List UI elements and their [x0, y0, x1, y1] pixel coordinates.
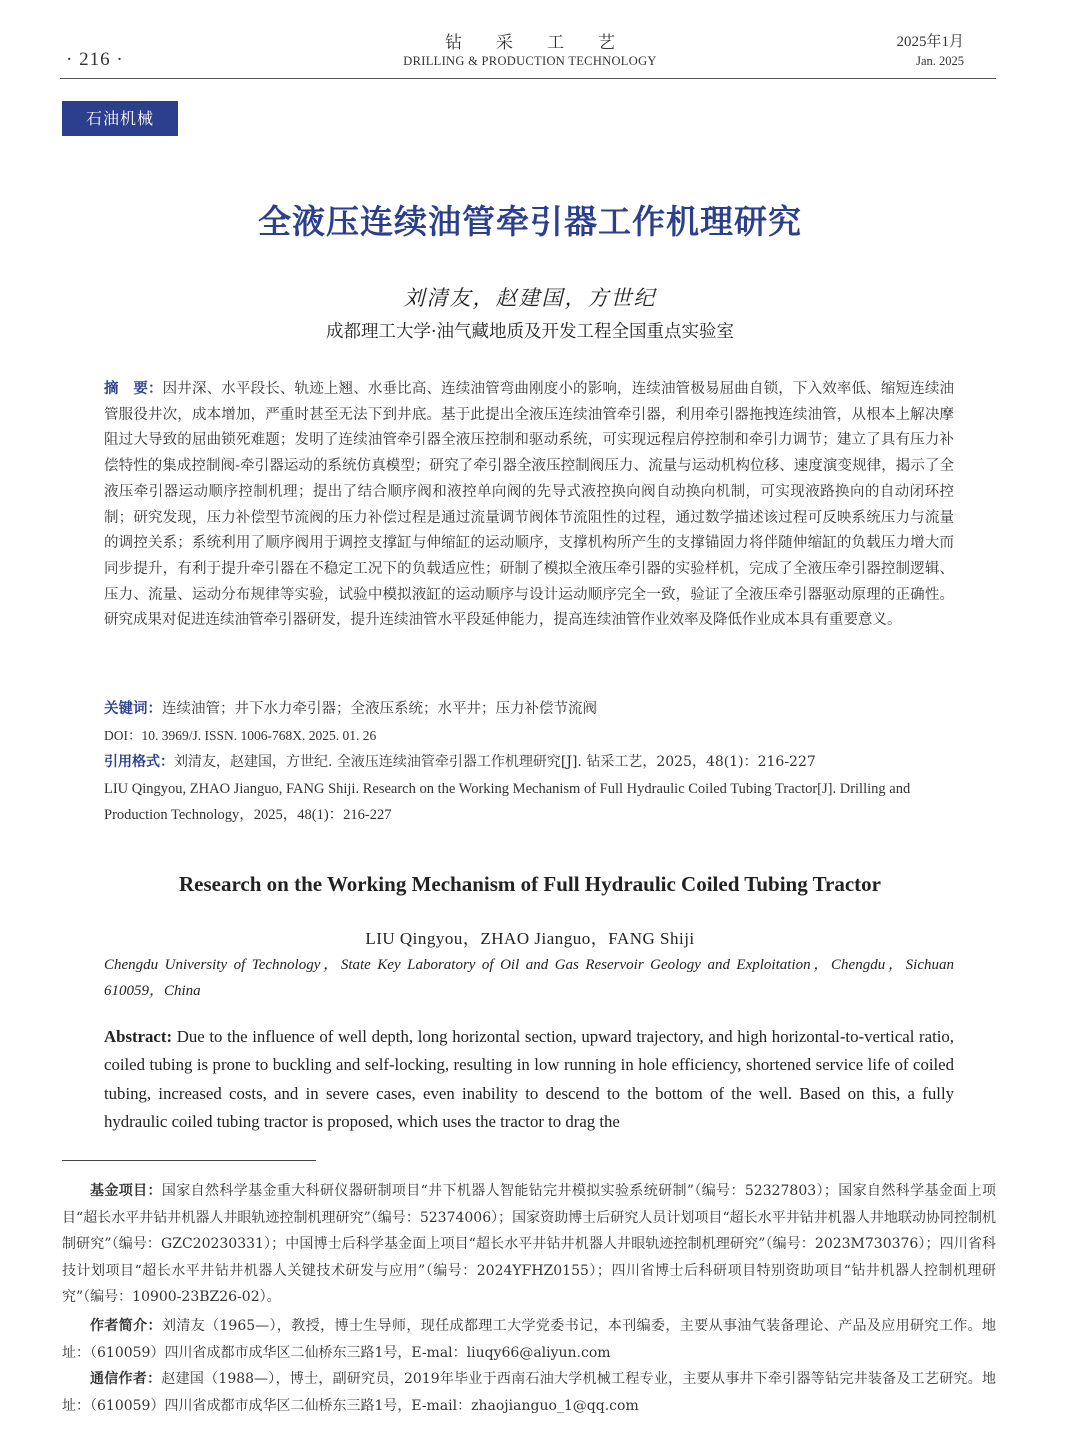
abstract-zh: [104, 377, 954, 634]
issue-date-en: Jan. 2025: [916, 54, 964, 68]
abstract-zh-label: 摘 要：: [104, 381, 163, 397]
keywords: [104, 697, 954, 722]
fund-label: 基金项目：: [90, 1183, 162, 1199]
corresponding-author-footnote: [62, 1366, 996, 1419]
fund-footnote: [62, 1178, 996, 1311]
keywords-text: 连续油管；井下水力牵引器；全液压系统；水平井；压力补偿节流阀: [162, 701, 597, 717]
citation: [104, 749, 954, 829]
abstract-zh-text: 因井深、水平段长、轨迹上翘、水垂比高、连续油管弯曲刚度小的影响，连续油管极易屈曲自锁，下入效率低、缩短连续油管服役井次，成本增加，严重时甚至无法下到井底。基于此提出全液压连续油管牵引器，利用牵引器拖拽连续油管，从根本上解决摩阻过大导致的屈曲锁死难题；发明了连续油管牵引器全液压控制和驱动系统，可实现远程启停控制和牵引力调节；建立了具有压力补偿特性的集成控制阀-牵引器运动的系统仿真模型；研究了牵引器全液压控制阀压力、流量与运动机构位移、速度演变规律，揭示了全液压牵引器运动顺序控制机理；提出了结合顺序阀和液控单向阀的先导式液控换向阀自动换向机制，可实现液路换向的自动闭环控制；研究发现，压力补偿型节流阀的压力补偿过程是通过流量调节阀体节流阻性的过程，通过数学描述该过程可反映系统压力与流量的调控关系；系统利用了顺序阀用于调控支撑缸与伸缩缸的运动顺序，支撑机构所产生的支撑锚固力将伴随伸缩缸的负载压力增大而同步提升，有利于提升牵引器在不稳定工况下的负载适应性；研制了模拟全液压牵引器的实验样机，完成了全液压牵引器控制逻辑、压力、流量、运动分布规律等实验，试验中模拟液缸的运动顺序与设计运动顺序完全一致，验证了全液压牵引器驱动原理的正确性。研究成果对促进连续油管牵引器研发，提升连续油管水平段延伸能力，提高连续油管作业效率及降低作业成本具有重要意义。: [104, 381, 955, 629]
corresponding-author-text: 赵建国（1988—），博士，副研究员，2019年毕业于西南石油大学机械工程专业，主要从事井下牵引器等钻完井装备及工艺研究。地址：（610059）四川省成都市成华区二仙桥东三路1号，E-mail：zhaojianguo_1@qq.com: [62, 1371, 996, 1414]
citation-en: LIU Qingyou, ZHAO Jianguo, FANG Shiji. Research on the Working Mechanism of Full Hydraulic Coiled Tubing Tractor[J]. Drilling and Production Technology，2025，48(1)：216-227: [104, 780, 911, 823]
citation-label: 引用格式：: [104, 754, 174, 770]
article-title-zh: 全液压连续油管牵引器工作机理研究: [258, 202, 802, 241]
affiliation-en: Chengdu University of Technology，State Key Laboratory of Oil and Gas Reservoir Geology and Exploitation，Chengdu，Sichuan 610059，China: [104, 957, 954, 999]
authors-zh: 刘清友，赵建国，方世纪: [403, 286, 657, 310]
affiliation-zh: 成都理工大学·油气藏地质及开发工程全国重点实验室: [325, 322, 735, 342]
citation-zh: 刘清友，赵建国，方世纪. 全液压连续油管牵引器工作机理研究[J]. 钻采工艺，2025，48(1)：216-227: [174, 754, 816, 770]
header-divider: [60, 78, 996, 79]
fund-text: 国家自然科学基金重大科研仪器研制项目“井下机器人智能钻完井模拟实验系统研制”（编号：52327803）；国家自然科学基金面上项目“超长水平井钻井机器人井眼轨迹控制机理研究”（编号：52374006）；国家资助博士后研究人员计划项目“超长水平井钻井机器人井地联动协同控制机制研究”（编号：GZC20230331）；中国博士后科学基金面上项目“超长水平井钻井机器人井眼轨迹控制机理研究”（编号：2023M730376）；四川省科技计划项目“超长水平井钻井机器人关键技术研发与应用”（编号：2024YFHZ0155）；四川省博士后科研项目特别资助项目“钻井机器人控制机理研究”（编号：10900-23BZ26-02）。: [62, 1183, 996, 1305]
keywords-label: 关键词：: [104, 701, 162, 717]
section-tag: 石油机械: [62, 101, 178, 136]
abstract-en: [104, 1023, 954, 1136]
article-title-en: Research on the Working Mechanism of Full Hydraulic Coiled Tubing Tractor: [179, 872, 881, 896]
page-number: · 216 ·: [66, 49, 124, 70]
abstract-en-label: Abstract:: [104, 1027, 173, 1046]
author-intro-footnote: [62, 1313, 996, 1366]
journal-name-zh: 钻采工艺: [445, 33, 649, 53]
doi: DOI：10. 3969/J. ISSN. 1006-768X. 2025. 01. 26: [104, 728, 377, 743]
corresponding-author-label: 通信作者：: [90, 1371, 162, 1387]
journal-name-en: DRILLING & PRODUCTION TECHNOLOGY: [403, 54, 657, 68]
authors-en: LIU Qingyou，ZHAO Jianguo，FANG Shiji: [365, 929, 695, 948]
author-intro-label: 作者简介：: [90, 1318, 162, 1334]
abstract-en-text: Due to the influence of well depth, long horizontal section, upward trajectory, and high horizontal-to-vertical ratio, coiled tubing is prone to buckling and self-locking, resulting in low running in hole efficiency, shortened service life of coiled tubing, increased costs, and in severe cases, even inability to descend to the bottom of the well. Based on this, a fully hydraulic coiled tubing tractor is proposed, which uses the tractor to drag the: [104, 1027, 954, 1131]
issue-date-zh: 2025年1月: [896, 34, 964, 50]
footnote-divider: [62, 1160, 316, 1161]
author-intro-text: 刘清友（1965—），教授，博士生导师，现任成都理工大学党委书记，本刊编委，主要从事油气装备理论、产品及应用研究工作。地址：（610059）四川省成都市成华区二仙桥东三路1号，E-mal：liuqy66@aliyun.com: [62, 1318, 996, 1361]
